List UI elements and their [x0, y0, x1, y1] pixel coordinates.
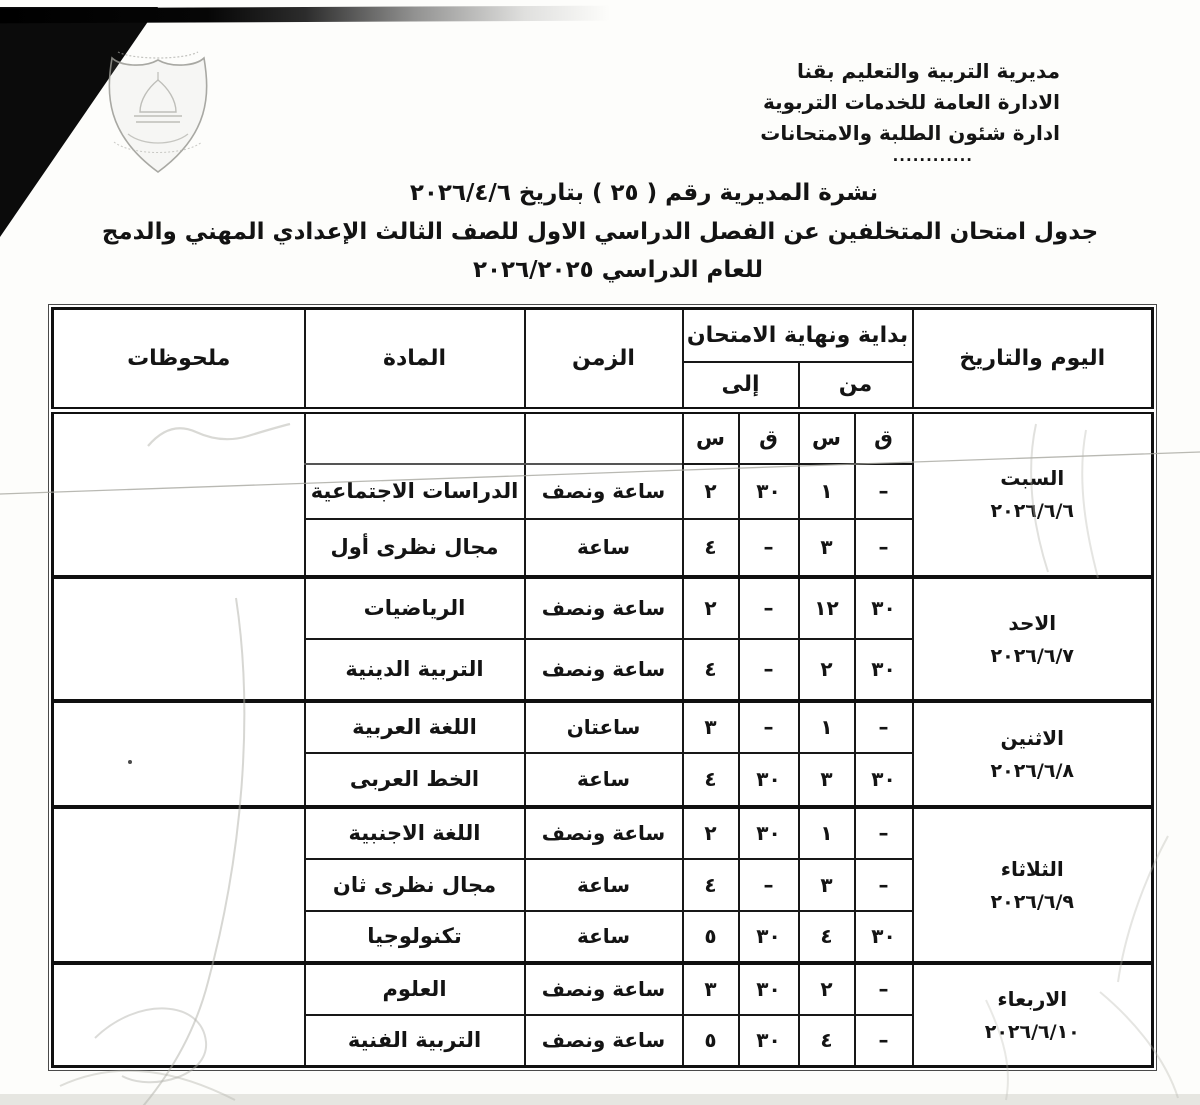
from-minutes: ٣٠	[855, 577, 913, 639]
from-minutes-label: ق	[855, 411, 913, 464]
scan-top-edge-shadow	[0, 6, 610, 24]
day-name: الاحد	[1008, 610, 1057, 635]
to-minutes: –	[739, 859, 799, 911]
org-line-administration: الادارة العامة للخدمات التربوية	[762, 90, 1060, 114]
to-hours-label: س	[683, 411, 739, 464]
to-minutes: ٣٠	[739, 963, 799, 1015]
exam-schedule-table	[51, 307, 1154, 1068]
subject-cell: التربية الدينية	[305, 639, 525, 701]
day-name: الثلاثاء	[1000, 856, 1064, 881]
from-minutes: –	[855, 464, 913, 519]
subject-cell: التربية الفنية	[305, 1015, 525, 1067]
to-minutes: –	[739, 639, 799, 701]
subject-row	[53, 963, 1153, 1015]
org-line-directorate: مديرية التربية والتعليم بقنا	[796, 59, 1060, 83]
duration-cell: ساعة ونصف	[525, 807, 683, 859]
academic-year-line: للعام الدراسي ٢٠٢٦/٢٠٢٥	[472, 257, 764, 283]
empty-subject-cell	[305, 411, 525, 464]
bulletin-number-line: نشرة المديرية رقم ( ٢٥ ) بتاريخ ٢٠٢٦/٤/٦	[409, 180, 879, 206]
from-minutes: –	[855, 807, 913, 859]
from-minutes: –	[855, 1015, 913, 1067]
to-hours: ٤	[683, 753, 739, 807]
notes-cell-sunday	[53, 577, 305, 701]
table-header-row-1	[53, 309, 1153, 362]
to-hours: ٥	[683, 1015, 739, 1067]
to-hours: ٤	[683, 519, 739, 577]
day-cell-sunday	[913, 577, 1153, 701]
from-minutes: –	[855, 859, 913, 911]
from-minutes: ٣٠	[855, 911, 913, 963]
subject-cell: العلوم	[305, 963, 525, 1015]
duration-cell: ساعة ونصف	[525, 639, 683, 701]
day-date: ٢٠٢٦/٦/٦	[990, 500, 1074, 523]
subject-cell: مجال نظرى ثان	[305, 859, 525, 911]
day-name: السبت	[1000, 466, 1065, 491]
from-hours: ٣	[799, 519, 855, 577]
to-hours: ٤	[683, 859, 739, 911]
from-minutes: –	[855, 519, 913, 577]
header-day-date: اليوم والتاريخ	[913, 309, 1153, 411]
subject-cell: اللغة الاجنبية	[305, 807, 525, 859]
empty-duration-cell	[525, 411, 683, 464]
notes-cell-tuesday	[53, 807, 305, 963]
duration-cell: ساعة ونصف	[525, 963, 683, 1015]
day-date: ٢٠٢٦/٦/٩	[990, 890, 1074, 913]
org-line-exams-dept: ادارة شئون الطلبة والامتحانات	[760, 121, 1060, 145]
from-hours: ٤	[799, 911, 855, 963]
duration-cell: ساعة ونصف	[525, 464, 683, 519]
day-date: ٢٠٢٦/٦/٧	[990, 644, 1074, 667]
from-hours: ١	[799, 701, 855, 753]
to-hours: ٣	[683, 963, 739, 1015]
from-hours: ١	[799, 464, 855, 519]
duration-cell: ساعة ونصف	[525, 577, 683, 639]
to-minutes: ٣٠	[739, 911, 799, 963]
to-minutes: ٣٠	[739, 1015, 799, 1067]
from-minutes: ٣٠	[855, 753, 913, 807]
from-minutes: ٣٠	[855, 639, 913, 701]
to-hours: ٢	[683, 807, 739, 859]
from-hours: ٤	[799, 1015, 855, 1067]
duration-cell: ساعة	[525, 911, 683, 963]
subject-cell: تكنولوجيا	[305, 911, 525, 963]
to-minutes: ٣٠	[739, 807, 799, 859]
subject-cell: مجال نظرى أول	[305, 519, 525, 577]
notes-cell-monday	[53, 701, 305, 807]
exam-schedule-table-frame	[48, 304, 1157, 1071]
notes-cell-wednesday	[53, 963, 305, 1067]
from-hours: ٣	[799, 753, 855, 807]
to-hours: ٥	[683, 911, 739, 963]
to-hours: ٢	[683, 464, 739, 519]
to-hours: ٢	[683, 577, 739, 639]
subject-row	[53, 577, 1153, 639]
subject-cell: الدراسات الاجتماعية	[305, 464, 525, 519]
day-cell-wednesday	[913, 963, 1153, 1067]
day-cell-monday	[913, 701, 1153, 807]
org-separator-dots: ............	[892, 147, 973, 165]
subject-cell: الخط العربى	[305, 753, 525, 807]
duration-cell: ساعة	[525, 753, 683, 807]
to-minutes: ٣٠	[739, 464, 799, 519]
day-cell-tuesday	[913, 807, 1153, 963]
header-from: من	[799, 362, 913, 411]
header-subject: المادة	[305, 309, 525, 411]
schedule-title: جدول امتحان المتخلفين عن الفصل الدراسي الاول للصف الثالث الإعدادي المهني والدمج	[101, 219, 1099, 245]
day-name: الاربعاء	[997, 986, 1068, 1011]
header-exam-start-end: بداية ونهاية الامتحان	[683, 309, 913, 362]
day-cell-saturday	[913, 411, 1153, 577]
header-to: إلى	[683, 362, 799, 411]
to-minutes: –	[739, 577, 799, 639]
duration-cell: ساعة	[525, 859, 683, 911]
to-hours: ٤	[683, 639, 739, 701]
to-minutes: –	[739, 701, 799, 753]
to-minutes: –	[739, 519, 799, 577]
from-hours: ٢	[799, 639, 855, 701]
day-date: ٢٠٢٦/٦/٨	[990, 759, 1074, 782]
duration-cell: ساعتان	[525, 701, 683, 753]
from-hours: ٢	[799, 963, 855, 1015]
from-hours-label: س	[799, 411, 855, 464]
to-hours: ٣	[683, 701, 739, 753]
duration-cell: ساعة ونصف	[525, 1015, 683, 1067]
organization-header	[760, 56, 1060, 149]
from-hours: ١	[799, 807, 855, 859]
to-minutes-label: ق	[739, 411, 799, 464]
from-minutes: –	[855, 701, 913, 753]
from-minutes: –	[855, 963, 913, 1015]
subject-cell: اللغة العربية	[305, 701, 525, 753]
day-date: ٢٠٢٦/٦/١٠	[984, 1020, 1080, 1043]
to-minutes: ٣٠	[739, 753, 799, 807]
ministry-stamp-logo	[98, 50, 218, 180]
subject-cell: الرياضيات	[305, 577, 525, 639]
units-label-row	[53, 411, 1153, 464]
from-hours: ٣	[799, 859, 855, 911]
subject-row	[53, 807, 1153, 859]
day-name: الاثنين	[1000, 725, 1065, 750]
duration-cell: ساعة	[525, 519, 683, 577]
subject-row	[53, 701, 1153, 753]
from-hours: ١٢	[799, 577, 855, 639]
notes-cell-saturday	[53, 411, 305, 577]
header-notes: ملحوظات	[53, 309, 305, 411]
header-duration: الزمن	[525, 309, 683, 411]
